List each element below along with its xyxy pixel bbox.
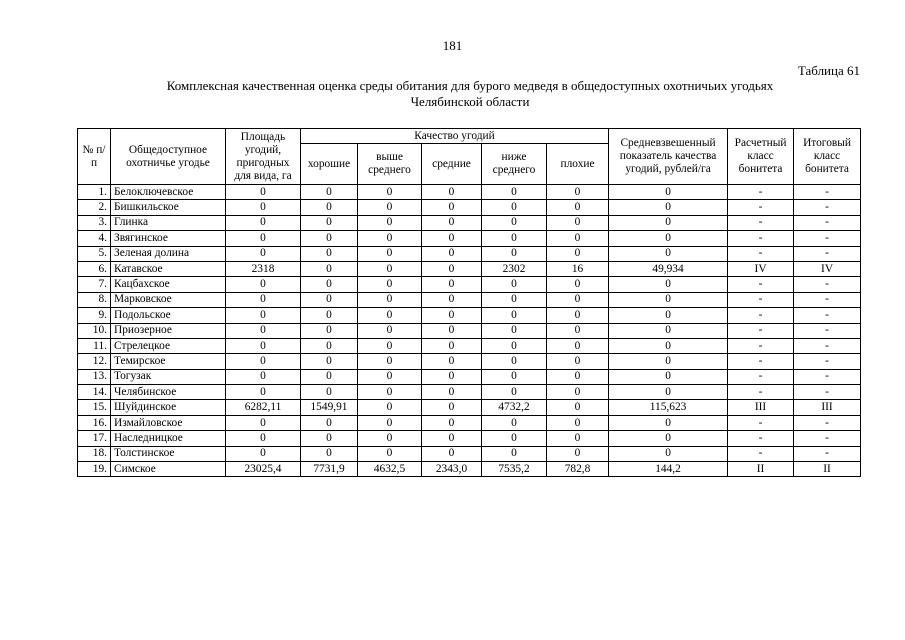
cell-area: 0 [226,338,301,353]
cell-below-average: 0 [482,308,547,323]
cell-number: 4. [78,231,111,246]
cell-weighted: 144,2 [609,462,728,477]
cell-calc-class: - [728,446,794,461]
cell-weighted: 115,623 [609,400,728,415]
cell-final-class: - [794,215,861,230]
cell-hunting-ground: Приозерное [111,323,226,338]
cell-bad: 0 [547,354,609,369]
cell-bad: 0 [547,308,609,323]
cell-average: 0 [422,185,482,200]
table-row [78,261,861,276]
cell-weighted: 0 [609,415,728,430]
cell-area: 0 [226,231,301,246]
header-quality-group: Качество угодий [301,129,609,144]
cell-calc-class: IV [728,261,794,276]
cell-number: 6. [78,261,111,276]
table-row [78,231,861,246]
cell-good: 0 [301,261,358,276]
cell-below-average: 4732,2 [482,400,547,415]
cell-number: 19. [78,462,111,477]
cell-good: 0 [301,231,358,246]
table-row [78,308,861,323]
cell-above-average: 0 [358,400,422,415]
cell-bad: 16 [547,261,609,276]
cell-below-average: 0 [482,246,547,261]
cell-below-average: 0 [482,231,547,246]
cell-hunting-ground: Челябинское [111,385,226,400]
cell-final-class: - [794,323,861,338]
cell-good: 0 [301,185,358,200]
cell-weighted: 49,934 [609,261,728,276]
cell-average: 2343,0 [422,462,482,477]
cell-above-average: 0 [358,338,422,353]
cell-bad: 0 [547,246,609,261]
cell-hunting-ground: Кацбахское [111,277,226,292]
cell-average: 0 [422,308,482,323]
cell-hunting-ground: Звягинское [111,231,226,246]
header-below-average: ниже среднего [482,144,547,185]
table-row [78,385,861,400]
cell-average: 0 [422,246,482,261]
table-row [78,369,861,384]
cell-bad: 0 [547,292,609,307]
cell-final-class: - [794,431,861,446]
cell-number: 3. [78,215,111,230]
cell-weighted: 0 [609,185,728,200]
cell-hunting-ground: Катавское [111,261,226,276]
cell-above-average: 0 [358,246,422,261]
cell-final-class: - [794,200,861,215]
cell-weighted: 0 [609,369,728,384]
cell-weighted: 0 [609,200,728,215]
table-row [78,354,861,369]
header-calc-class: Расчетный класс бонитета [728,129,794,185]
cell-calc-class: - [728,338,794,353]
cell-final-class: - [794,415,861,430]
cell-final-class: - [794,231,861,246]
cell-average: 0 [422,200,482,215]
cell-hunting-ground: Темирское [111,354,226,369]
cell-good: 0 [301,323,358,338]
cell-calc-class: - [728,277,794,292]
cell-number: 15. [78,400,111,415]
cell-good: 0 [301,200,358,215]
cell-calc-class: - [728,431,794,446]
cell-good: 0 [301,369,358,384]
table-row [78,338,861,353]
cell-final-class: - [794,308,861,323]
cell-area: 0 [226,277,301,292]
cell-calc-class: III [728,400,794,415]
cell-hunting-ground: Шуйдинское [111,400,226,415]
cell-above-average: 0 [358,415,422,430]
cell-calc-class: - [728,292,794,307]
cell-bad: 782,8 [547,462,609,477]
cell-final-class: - [794,354,861,369]
cell-number: 1. [78,185,111,200]
cell-above-average: 0 [358,446,422,461]
cell-below-average: 0 [482,446,547,461]
title-line-2: Челябинской области [410,94,530,109]
cell-number: 2. [78,200,111,215]
cell-weighted: 0 [609,385,728,400]
page-number: 181 [442,38,463,53]
cell-above-average: 0 [358,308,422,323]
cell-average: 0 [422,231,482,246]
cell-area: 0 [226,292,301,307]
cell-calc-class: - [728,369,794,384]
cell-number: 14. [78,385,111,400]
cell-above-average: 0 [358,431,422,446]
cell-number: 18. [78,446,111,461]
cell-good: 0 [301,338,358,353]
cell-number: 7. [78,277,111,292]
cell-final-class: III [794,400,861,415]
cell-number: 13. [78,369,111,384]
cell-average: 0 [422,400,482,415]
cell-bad: 0 [547,231,609,246]
cell-average: 0 [422,369,482,384]
cell-average: 0 [422,338,482,353]
cell-area: 0 [226,323,301,338]
cell-good: 0 [301,277,358,292]
cell-final-class: - [794,246,861,261]
cell-above-average: 0 [358,200,422,215]
table-row [78,185,861,200]
table-row [78,246,861,261]
cell-bad: 0 [547,215,609,230]
cell-calc-class: - [728,246,794,261]
cell-above-average: 0 [358,215,422,230]
cell-good: 0 [301,215,358,230]
table-row [78,462,861,477]
cell-average: 0 [422,215,482,230]
cell-number: 8. [78,292,111,307]
cell-bad: 0 [547,400,609,415]
cell-hunting-ground: Бишкильское [111,200,226,215]
header-good: хорошие [301,144,358,185]
cell-good: 0 [301,354,358,369]
cell-weighted: 0 [609,446,728,461]
cell-bad: 0 [547,185,609,200]
cell-bad: 0 [547,369,609,384]
cell-below-average: 7535,2 [482,462,547,477]
cell-area: 6282,11 [226,400,301,415]
cell-average: 0 [422,323,482,338]
cell-bad: 0 [547,323,609,338]
header-area: Площадь угодий, пригодных для вида, га [226,129,301,185]
table-body [78,185,861,477]
cell-bad: 0 [547,338,609,353]
cell-hunting-ground: Наследницкое [111,431,226,446]
cell-bad: 0 [547,446,609,461]
cell-bad: 0 [547,277,609,292]
cell-area: 2318 [226,261,301,276]
cell-hunting-ground: Тогузак [111,369,226,384]
header-average: средние [422,144,482,185]
cell-number: 16. [78,415,111,430]
cell-hunting-ground: Толстинское [111,446,226,461]
cell-good: 0 [301,308,358,323]
cell-below-average: 0 [482,338,547,353]
cell-below-average: 2302 [482,261,547,276]
cell-above-average: 0 [358,261,422,276]
cell-calc-class: - [728,385,794,400]
cell-above-average: 0 [358,323,422,338]
cell-below-average: 0 [482,354,547,369]
cell-good: 0 [301,246,358,261]
cell-number: 9. [78,308,111,323]
cell-average: 0 [422,277,482,292]
cell-area: 23025,4 [226,462,301,477]
cell-hunting-ground: Измайловское [111,415,226,430]
cell-average: 0 [422,385,482,400]
habitat-quality-table [77,128,861,477]
cell-above-average: 0 [358,292,422,307]
title-line-1: Комплексная качественная оценка среды обитания для бурого медведя в общедоступных охотничьих угодьях [166,78,774,93]
cell-below-average: 0 [482,200,547,215]
table-row [78,431,861,446]
cell-area: 0 [226,446,301,461]
cell-area: 0 [226,431,301,446]
cell-above-average: 0 [358,277,422,292]
table-row [78,446,861,461]
cell-weighted: 0 [609,277,728,292]
table-row [78,215,861,230]
cell-average: 0 [422,446,482,461]
cell-above-average: 0 [358,385,422,400]
cell-area: 0 [226,185,301,200]
table-title [60,78,880,110]
cell-final-class: - [794,185,861,200]
cell-below-average: 0 [482,292,547,307]
cell-calc-class: - [728,354,794,369]
cell-calc-class: - [728,415,794,430]
header-bad: плохие [547,144,609,185]
cell-calc-class: II [728,462,794,477]
cell-number: 11. [78,338,111,353]
cell-good: 0 [301,446,358,461]
cell-average: 0 [422,261,482,276]
cell-above-average: 0 [358,369,422,384]
cell-final-class: - [794,385,861,400]
cell-final-class: - [794,369,861,384]
cell-hunting-ground: Стрелецкое [111,338,226,353]
header-weighted: Средневзвешенный показатель качества угодий, рублей/га [609,129,728,185]
cell-bad: 0 [547,431,609,446]
cell-calc-class: - [728,231,794,246]
cell-final-class: - [794,338,861,353]
cell-average: 0 [422,431,482,446]
cell-below-average: 0 [482,369,547,384]
table-header [78,129,861,185]
cell-area: 0 [226,308,301,323]
cell-number: 12. [78,354,111,369]
cell-bad: 0 [547,415,609,430]
cell-final-class: - [794,446,861,461]
table-label: Таблица 61 [797,63,860,78]
cell-hunting-ground: Глинка [111,215,226,230]
cell-good: 1549,91 [301,400,358,415]
header-final-class: Итоговый класс бонитета [794,129,861,185]
cell-number: 5. [78,246,111,261]
cell-area: 0 [226,246,301,261]
cell-below-average: 0 [482,385,547,400]
cell-good: 0 [301,431,358,446]
cell-below-average: 0 [482,277,547,292]
table-row [78,323,861,338]
cell-good: 0 [301,385,358,400]
cell-final-class: II [794,462,861,477]
cell-area: 0 [226,385,301,400]
header-above-average: выше среднего [358,144,422,185]
cell-calc-class: - [728,215,794,230]
cell-average: 0 [422,354,482,369]
cell-bad: 0 [547,385,609,400]
cell-hunting-ground: Симское [111,462,226,477]
cell-hunting-ground: Марковское [111,292,226,307]
cell-weighted: 0 [609,292,728,307]
cell-calc-class: - [728,200,794,215]
cell-area: 0 [226,354,301,369]
cell-area: 0 [226,200,301,215]
cell-calc-class: - [728,185,794,200]
cell-final-class: - [794,292,861,307]
cell-number: 17. [78,431,111,446]
cell-area: 0 [226,369,301,384]
cell-good: 7731,9 [301,462,358,477]
cell-below-average: 0 [482,215,547,230]
cell-number: 10. [78,323,111,338]
cell-weighted: 0 [609,215,728,230]
cell-good: 0 [301,292,358,307]
cell-weighted: 0 [609,338,728,353]
cell-bad: 0 [547,200,609,215]
cell-above-average: 0 [358,185,422,200]
table-row [78,200,861,215]
header-num: № п/п [78,129,111,185]
table-row [78,292,861,307]
cell-final-class: IV [794,261,861,276]
cell-average: 0 [422,292,482,307]
cell-weighted: 0 [609,231,728,246]
cell-average: 0 [422,415,482,430]
cell-weighted: 0 [609,431,728,446]
cell-below-average: 0 [482,415,547,430]
table-row [78,400,861,415]
cell-below-average: 0 [482,185,547,200]
cell-above-average: 0 [358,354,422,369]
cell-hunting-ground: Зеленая долина [111,246,226,261]
cell-weighted: 0 [609,354,728,369]
cell-above-average: 4632,5 [358,462,422,477]
table-row [78,277,861,292]
table-row [78,415,861,430]
cell-good: 0 [301,415,358,430]
cell-below-average: 0 [482,323,547,338]
cell-below-average: 0 [482,431,547,446]
cell-above-average: 0 [358,231,422,246]
cell-area: 0 [226,215,301,230]
cell-calc-class: - [728,323,794,338]
cell-hunting-ground: Подольское [111,308,226,323]
cell-final-class: - [794,277,861,292]
cell-weighted: 0 [609,246,728,261]
cell-calc-class: - [728,308,794,323]
header-name: Общедоступное охотничье угодье [111,129,226,185]
cell-weighted: 0 [609,323,728,338]
cell-area: 0 [226,415,301,430]
cell-hunting-ground: Белоключевское [111,185,226,200]
cell-weighted: 0 [609,308,728,323]
